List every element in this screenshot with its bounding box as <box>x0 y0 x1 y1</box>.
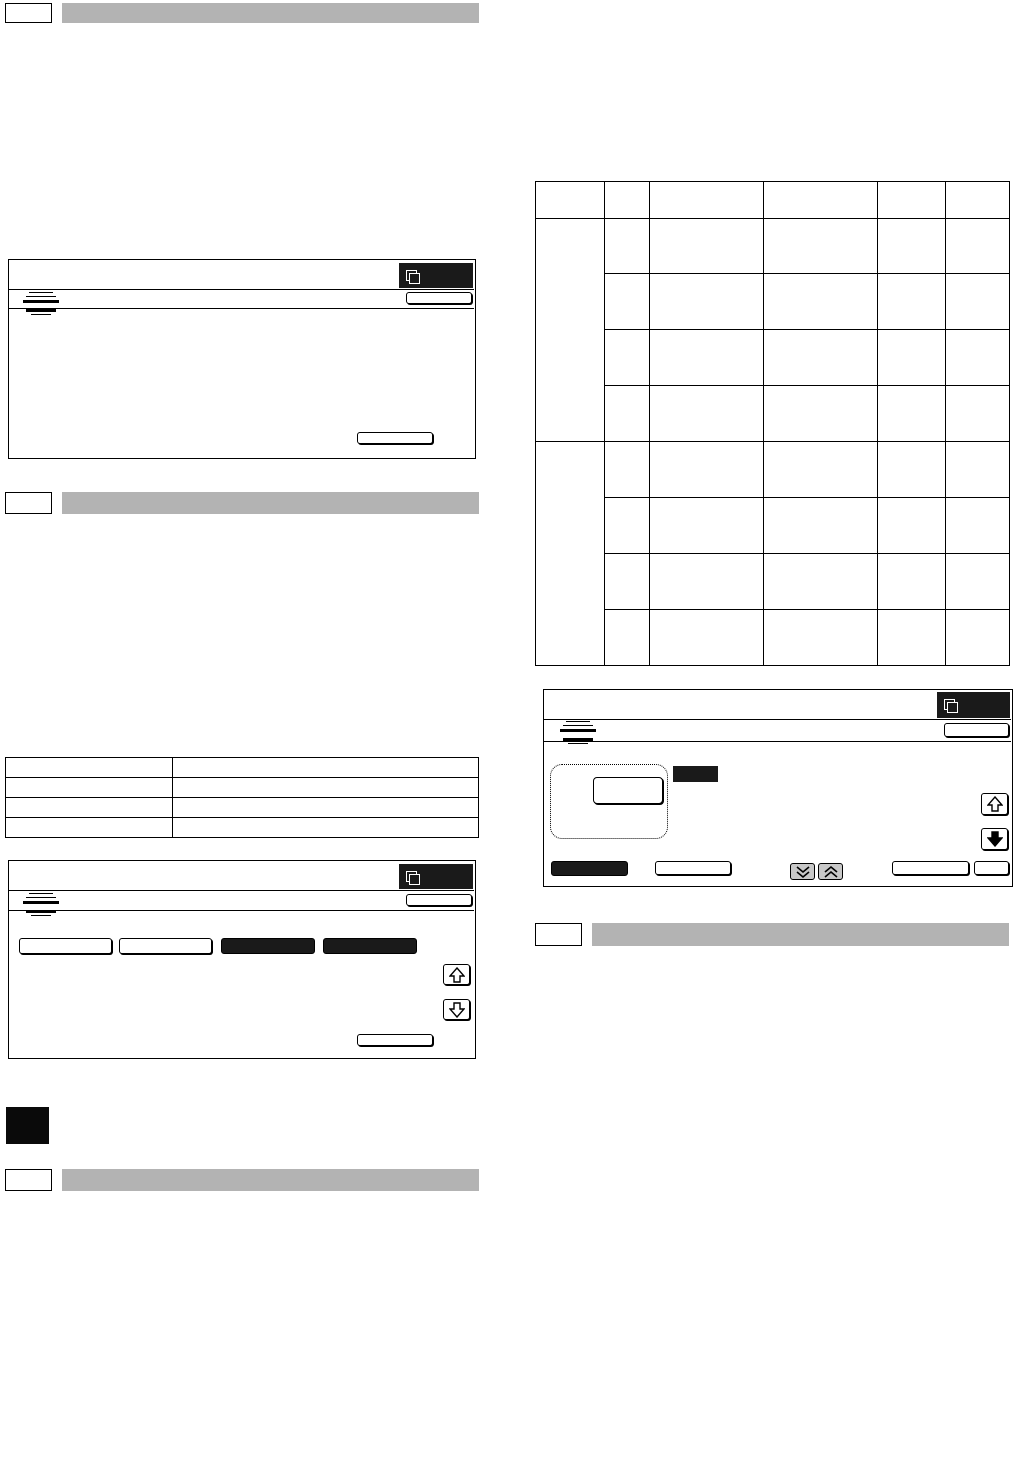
chapter-marker <box>6 1107 49 1144</box>
table-cell <box>173 758 479 778</box>
table-cell <box>605 274 650 330</box>
bottom-button[interactable] <box>357 1034 433 1046</box>
table-cell <box>650 610 764 666</box>
table-cell <box>878 610 946 666</box>
table-cell <box>764 498 878 554</box>
mode-table <box>535 181 1010 666</box>
table-cell <box>650 274 764 330</box>
table-cell <box>946 274 1010 330</box>
section-2-number-box <box>5 492 52 514</box>
table-cell <box>605 442 650 498</box>
copy-mode-tab[interactable] <box>937 692 1010 718</box>
group-label <box>536 219 605 442</box>
subheader-divider <box>9 308 474 309</box>
table-cell <box>946 386 1010 442</box>
tab-2[interactable] <box>119 938 212 954</box>
chevron-double-down-icon <box>795 865 811 879</box>
header-divider <box>544 719 1011 720</box>
menu-lines-icon <box>23 893 59 919</box>
table-cell <box>605 554 650 610</box>
table-header <box>764 182 878 219</box>
menu-lines-icon <box>23 292 59 318</box>
table-row <box>536 498 1010 554</box>
left-button[interactable] <box>551 861 628 876</box>
table-cell <box>878 330 946 386</box>
subheader-divider <box>9 910 474 911</box>
table-cell <box>764 330 878 386</box>
table-cell <box>946 330 1010 386</box>
table-row <box>6 758 479 778</box>
label-badge <box>673 766 718 782</box>
table-cell <box>605 498 650 554</box>
table-cell <box>650 219 764 274</box>
table-row <box>6 778 479 798</box>
section-4-number-box <box>535 923 582 946</box>
table-row <box>536 442 1010 498</box>
table-cell <box>605 219 650 274</box>
table-cell <box>764 442 878 498</box>
table-header-row <box>536 182 1010 219</box>
table-cell <box>946 219 1010 274</box>
table-cell <box>173 778 479 798</box>
value-group <box>550 764 668 839</box>
copy-mode-icon-front <box>947 702 958 713</box>
table-cell <box>946 498 1010 554</box>
table-row <box>6 818 479 838</box>
arrow-down-icon <box>987 831 1003 847</box>
tab-1[interactable] <box>19 938 112 954</box>
table-cell <box>946 442 1010 498</box>
table-cell <box>173 818 479 838</box>
header-divider <box>9 289 474 290</box>
value-box[interactable] <box>593 777 663 804</box>
table-cell <box>878 274 946 330</box>
table-cell <box>605 610 650 666</box>
table-cell <box>650 386 764 442</box>
top-right-button[interactable] <box>406 894 472 906</box>
bottom-button[interactable] <box>357 432 433 444</box>
table-header <box>605 182 650 219</box>
table-header <box>946 182 1010 219</box>
table-cell <box>946 554 1010 610</box>
table-cell <box>764 386 878 442</box>
table-header <box>536 182 605 219</box>
table-row <box>536 330 1010 386</box>
menu-lines-icon <box>560 721 596 747</box>
copy-mode-icon-front <box>409 273 420 284</box>
top-right-button[interactable] <box>944 723 1009 737</box>
table-row <box>6 798 479 818</box>
table-cell <box>6 758 173 778</box>
scroll-down-button[interactable] <box>443 999 470 1020</box>
table-cell <box>6 818 173 838</box>
table-cell <box>605 386 650 442</box>
copy-mode-tab[interactable] <box>399 864 473 889</box>
copier-screen-2 <box>8 860 476 1059</box>
section-3-number-box <box>5 1169 52 1191</box>
settings-table <box>5 757 479 838</box>
tab-4[interactable] <box>323 938 417 954</box>
copier-screen-3 <box>543 689 1013 887</box>
table-row <box>536 219 1010 274</box>
section-2-title-bar <box>62 492 479 514</box>
section-3-title-bar <box>62 1169 479 1191</box>
small-button[interactable] <box>974 861 1009 875</box>
right-button[interactable] <box>892 861 969 875</box>
table-row <box>536 610 1010 666</box>
table-cell <box>878 219 946 274</box>
table-row <box>536 274 1010 330</box>
table-cell <box>764 554 878 610</box>
scroll-up-button[interactable] <box>443 964 470 985</box>
table-cell <box>650 498 764 554</box>
table-cell <box>764 274 878 330</box>
table-cell <box>650 442 764 498</box>
subheader-divider <box>544 741 1011 742</box>
tab-3[interactable] <box>221 938 315 954</box>
chevron-double-up-icon <box>823 865 839 879</box>
section-4-title-bar <box>592 923 1009 946</box>
table-cell <box>878 442 946 498</box>
scroll-down-button[interactable] <box>981 828 1008 850</box>
table-header <box>878 182 946 219</box>
table-cell <box>173 798 479 818</box>
copy-mode-tab[interactable] <box>399 263 473 288</box>
table-cell <box>650 330 764 386</box>
mid-button[interactable] <box>655 861 731 875</box>
table-row <box>536 554 1010 610</box>
section-1-title-bar <box>62 3 479 23</box>
scroll-up-button[interactable] <box>981 793 1008 815</box>
table-header <box>650 182 764 219</box>
header-divider <box>9 890 474 891</box>
copy-mode-icon-front <box>409 874 420 885</box>
table-cell <box>605 330 650 386</box>
table-cell <box>878 554 946 610</box>
table-cell <box>650 554 764 610</box>
group-label <box>536 442 605 666</box>
arrow-down-icon <box>449 1002 465 1018</box>
table-cell <box>878 498 946 554</box>
scroll-down-fast-button[interactable] <box>790 863 815 880</box>
table-cell <box>6 798 173 818</box>
copier-screen-1 <box>8 259 476 459</box>
arrow-up-icon <box>449 967 465 983</box>
section-1-number-box <box>5 3 52 23</box>
table-cell <box>764 219 878 274</box>
arrow-up-icon <box>987 796 1003 812</box>
table-cell <box>764 610 878 666</box>
table-cell <box>6 778 173 798</box>
top-right-button[interactable] <box>406 292 472 304</box>
scroll-up-fast-button[interactable] <box>818 863 843 880</box>
table-row <box>536 386 1010 442</box>
table-cell <box>878 386 946 442</box>
table-cell <box>946 610 1010 666</box>
